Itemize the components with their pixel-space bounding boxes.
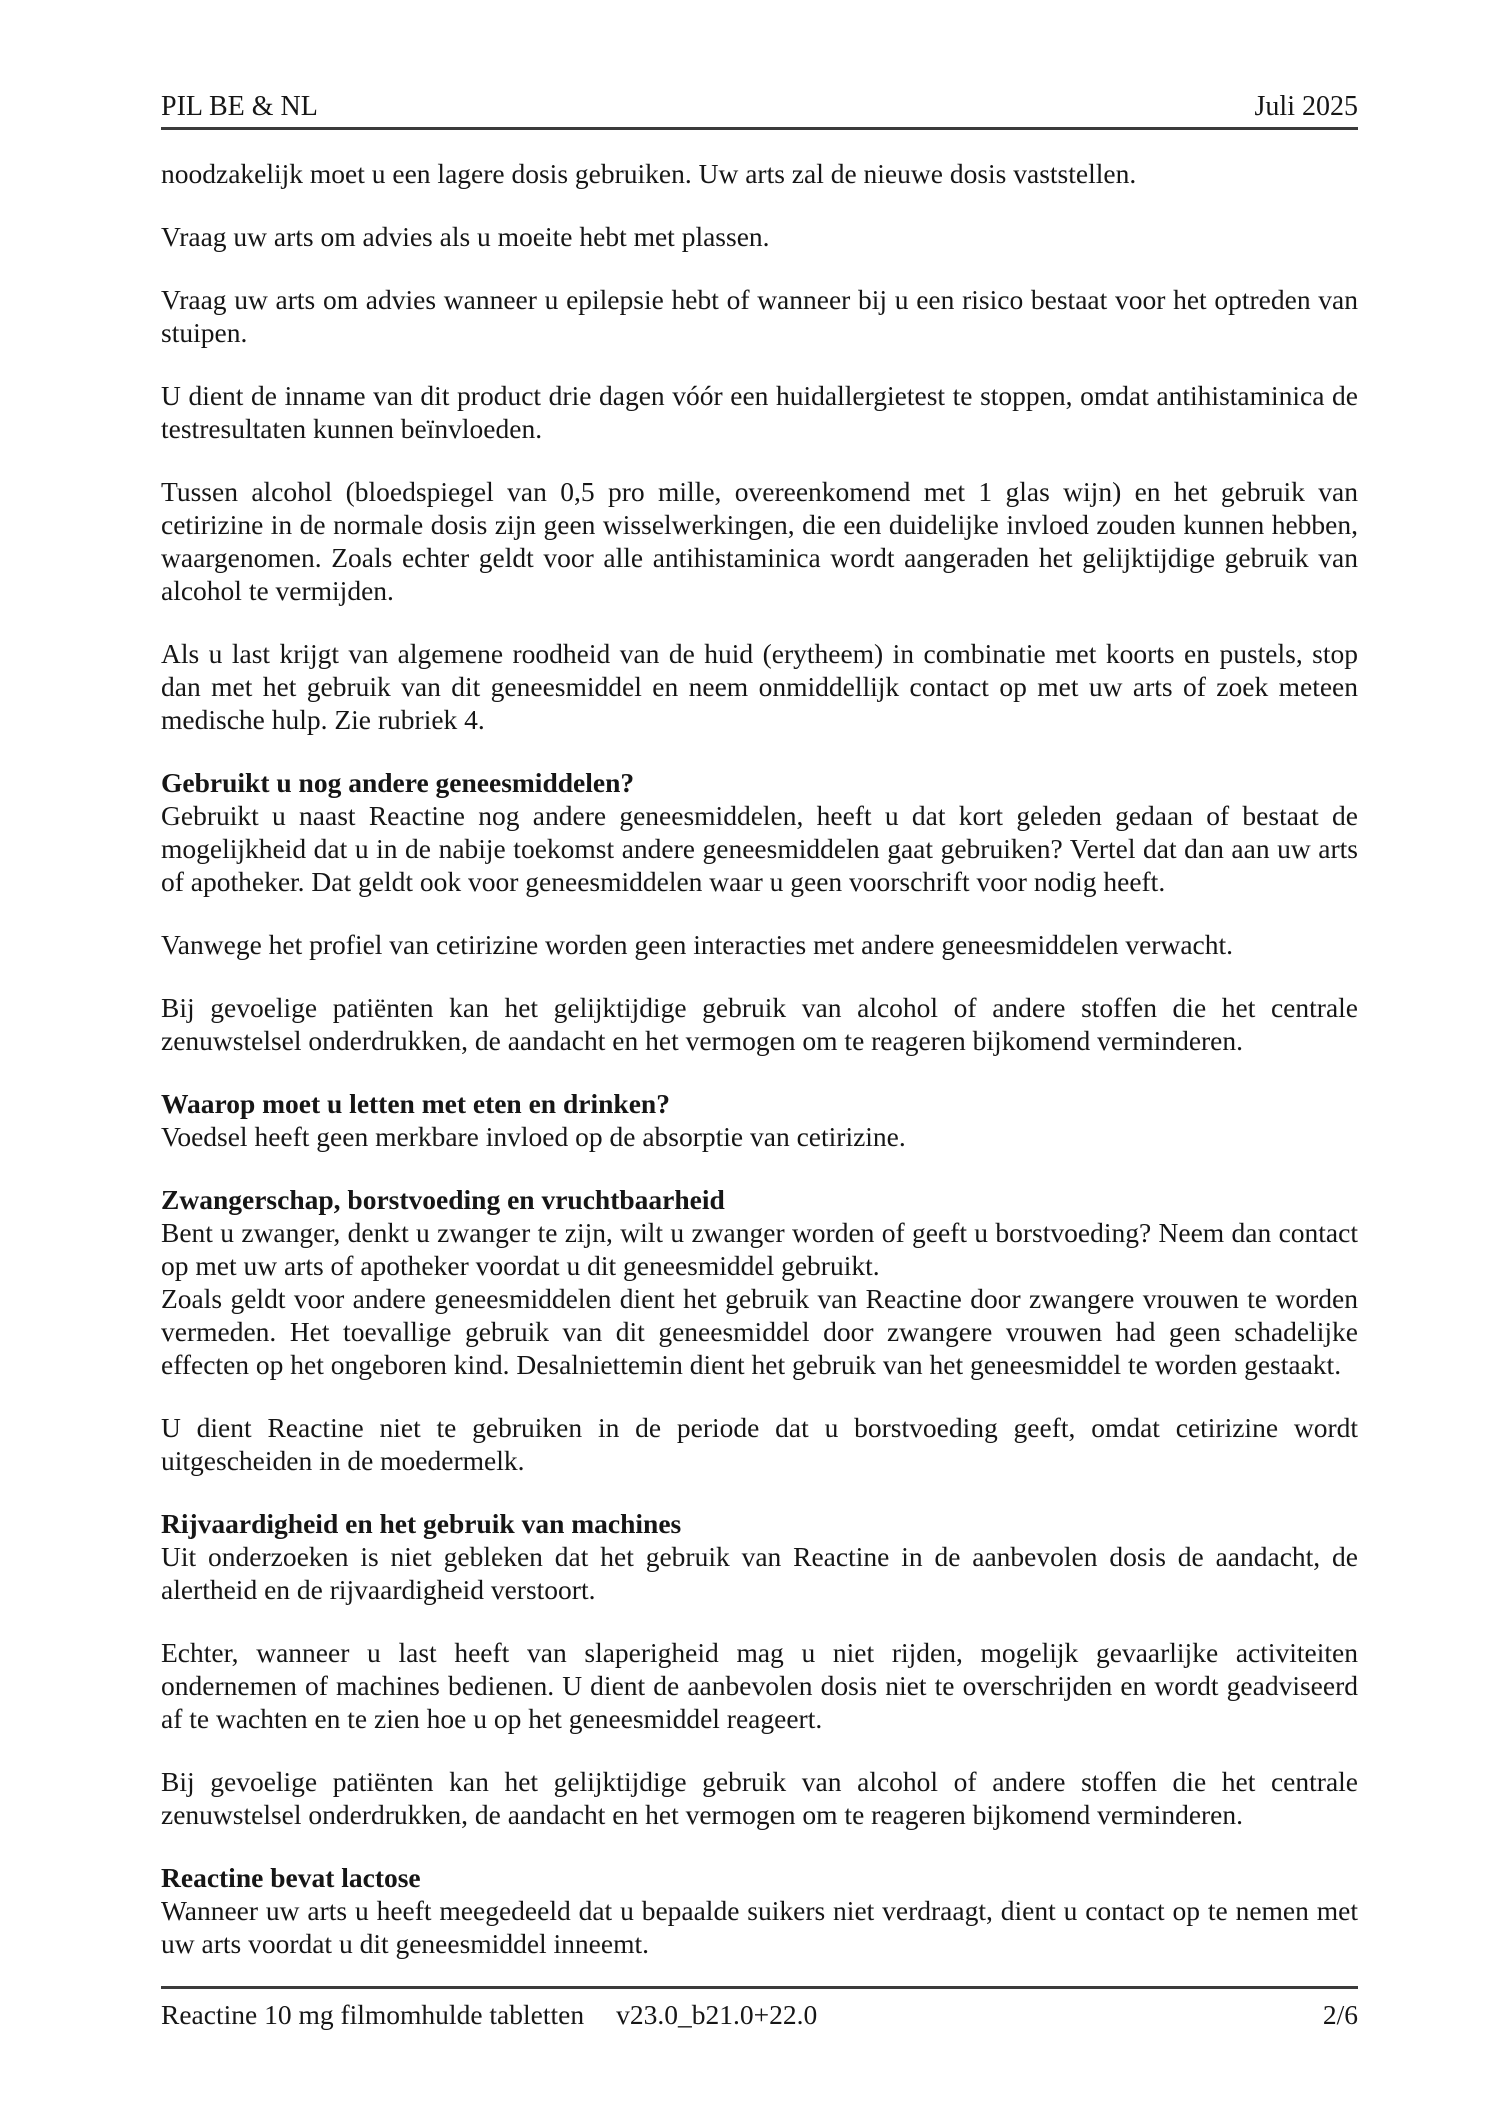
- section-heading: Reactine bevat lactose: [161, 1862, 421, 1893]
- section-heading: Gebruikt u nog andere geneesmiddelen?: [161, 767, 635, 798]
- paragraph: noodzakelijk moet u een lagere dosis gebruiken. Uw arts zal de nieuwe dosis vaststellen.: [161, 158, 1137, 189]
- header-document-id: PIL BE & NL: [161, 91, 318, 122]
- paragraph: Wanneer uw arts u heeft meegedeeld dat u bepaalde suikers niet verdraagt, dient u contact op te nemen met uw arts voordat u dit geneesmiddel inneemt.: [161, 1895, 1358, 1959]
- page-header: [161, 92, 1358, 130]
- paragraph: Als u last krijgt van algemene roodheid van de huid (erytheem) in combinatie met koorts en pustels, stop dan met het gebruik van dit geneesmiddel en neem onmiddellijk contact op met uw arts of zoek meteen medische hulp. Zie rubriek 4.: [161, 638, 1358, 735]
- paragraph: Vraag uw arts om advies als u moeite hebt met plassen.: [161, 221, 770, 252]
- page-footer: [161, 1986, 1358, 2031]
- document-body: [161, 157, 1358, 1960]
- section-heading: Waarop moet u letten met eten en drinken?: [161, 1088, 670, 1119]
- paragraph: Uit onderzoeken is niet gebleken dat het gebruik van Reactine in de aanbevolen dosis de aandacht, de alertheid en de rijvaardigheid verstoort.: [161, 1541, 1358, 1605]
- paragraph: Voedsel heeft geen merkbare invloed op de absorptie van cetirizine.: [161, 1121, 906, 1152]
- paragraph: Zoals geldt voor andere geneesmiddelen dient het gebruik van Reactine door zwangere vrouwen te worden vermeden. Het toevallige gebruik van dit geneesmiddel door zwangere vrouwen had geen schadelijke effecten op het ongeboren kind. Desalniettemin dient het gebruik van het geneesmiddel te worden gestaakt.: [161, 1283, 1358, 1380]
- section-heading: Rijvaardigheid en het gebruik van machines: [161, 1508, 682, 1539]
- paragraph: Bij gevoelige patiënten kan het gelijktijdige gebruik van alcohol of andere stoffen die het centrale zenuwstelsel onderdrukken, de aandacht en het vermogen om te reageren bijkomend verminderen.: [161, 1766, 1358, 1830]
- paragraph: Vanwege het profiel van cetirizine worden geen interacties met andere geneesmiddelen verwacht.: [161, 929, 1234, 960]
- paragraph: Bent u zwanger, denkt u zwanger te zijn, wilt u zwanger worden of geeft u borstvoeding? Neem dan contact op met uw arts of apotheker voordat u dit geneesmiddel gebruikt.: [161, 1217, 1358, 1281]
- paragraph: Vraag uw arts om advies wanneer u epilepsie hebt of wanneer bij u een risico bestaat voor het optreden van stuipen.: [161, 284, 1358, 348]
- footer-version: v23.0_b21.0+22.0: [616, 1999, 818, 2030]
- section-heading: Zwangerschap, borstvoeding en vruchtbaarheid: [161, 1184, 725, 1215]
- footer-page-number: 2/6: [1322, 1999, 1358, 2030]
- paragraph: Tussen alcohol (bloedspiegel van 0,5 pro mille, overeenkomend met 1 glas wijn) en het gebruik van cetirizine in de normale dosis zijn geen wisselwerkingen, die een duidelijke invloed zouden kunnen hebben, waargenomen. Zoals echter geldt voor alle antihistaminica wordt aangeraden het gelijktijdige gebruik van alcohol te vermijden.: [161, 476, 1358, 606]
- header-date: Juli 2025: [1254, 91, 1358, 122]
- paragraph: Echter, wanneer u last heeft van slaperigheid mag u niet rijden, mogelijk gevaarlijke activiteiten ondernemen of machines bedienen. U dient de aanbevolen dosis niet te overschrijden en wordt geadviseerd af te wachten en te zien hoe u op het geneesmiddel reageert.: [161, 1637, 1358, 1734]
- paragraph: U dient de inname van dit product drie dagen vóór een huidallergietest te stoppen, omdat antihistaminica de testresultaten kunnen beïnvloeden.: [161, 380, 1358, 444]
- paragraph: U dient Reactine niet te gebruiken in de periode dat u borstvoeding geeft, omdat cetirizine wordt uitgescheiden in de moedermelk.: [161, 1412, 1358, 1476]
- paragraph: Gebruikt u naast Reactine nog andere geneesmiddelen, heeft u dat kort geleden gedaan of bestaat de mogelijkheid dat u in de nabije toekomst andere geneesmiddelen gaat gebruiken? Vertel dat dan aan uw arts of apotheker. Dat geldt ook voor geneesmiddelen waar u geen voorschrift voor nodig heeft.: [161, 800, 1358, 897]
- footer-product-name: Reactine 10 mg filmomhulde tabletten: [161, 1999, 585, 2030]
- paragraph: Bij gevoelige patiënten kan het gelijktijdige gebruik van alcohol of andere stoffen die het centrale zenuwstelsel onderdrukken, de aandacht en het vermogen om te reageren bijkomend verminderen.: [161, 992, 1358, 1056]
